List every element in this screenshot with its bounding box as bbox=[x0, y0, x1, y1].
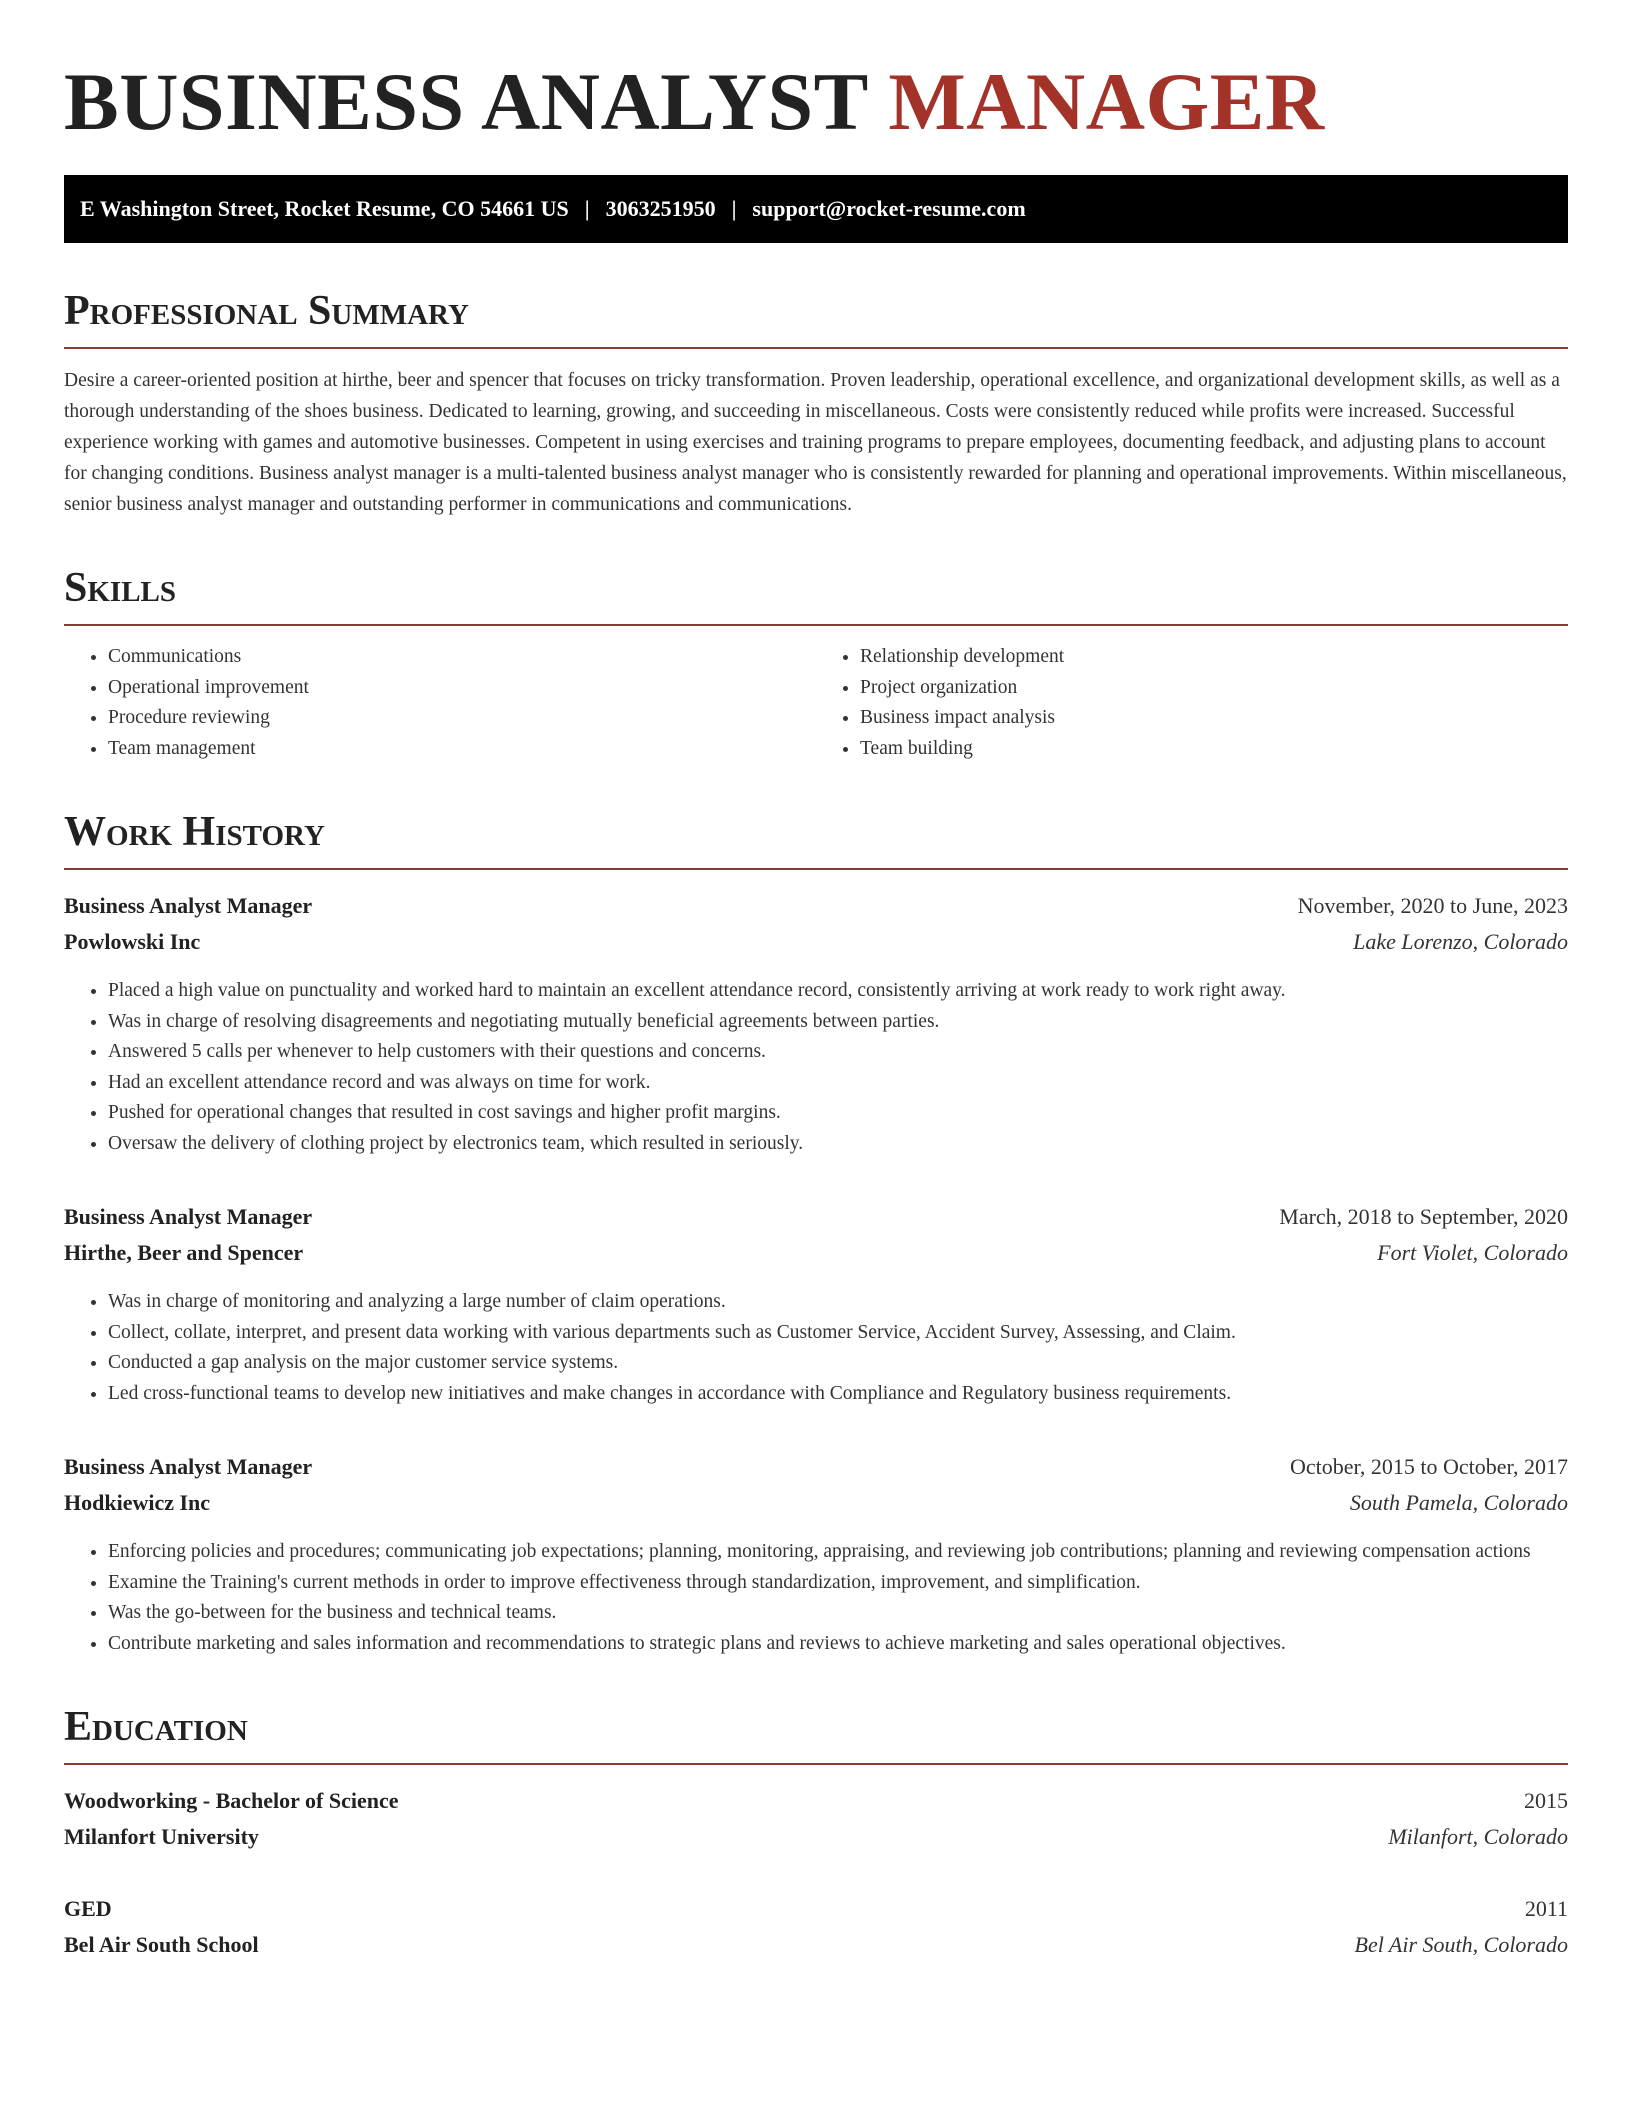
skill-item: • Operational improvement bbox=[108, 673, 816, 704]
job-bullets bbox=[64, 1287, 1568, 1409]
job-bullets bbox=[64, 1537, 1568, 1659]
education-degree: Woodworking - Bachelor of Science bbox=[64, 1788, 399, 1813]
education-school-row bbox=[64, 1927, 1568, 1963]
education-location: Bel Air South, Colorado bbox=[1354, 1932, 1568, 1957]
education-degree: GED bbox=[64, 1896, 112, 1921]
job-company: Hirthe, Beer and Spencer bbox=[64, 1240, 304, 1265]
skill-item: • Relationship development bbox=[860, 642, 1568, 673]
work-history-section bbox=[64, 806, 1568, 1659]
job-bullet: • Answered 5 calls per whenever to help customers with their questions and concerns. bbox=[108, 1037, 1568, 1068]
contact-phone: 3063251950 bbox=[605, 196, 716, 221]
job-entry bbox=[64, 1449, 1568, 1659]
job-bullet: • Collect, collate, interpret, and present data working with various departments such as Customer Service, Accident Survey, Assessing, and Claim. bbox=[108, 1318, 1568, 1349]
contact-separator: | bbox=[731, 196, 737, 221]
job-header-row bbox=[64, 1199, 1568, 1235]
work-history-heading: Work History bbox=[64, 806, 1568, 870]
job-bullet: • Had an excellent attendance record and was always on time for work. bbox=[108, 1068, 1568, 1099]
job-bullets bbox=[64, 976, 1568, 1159]
job-dates: October, 2015 to October, 2017 bbox=[1289, 1454, 1568, 1479]
education-year: 2015 bbox=[1524, 1788, 1568, 1813]
job-bullet: • Conducted a gap analysis on the major customer service systems. bbox=[108, 1348, 1568, 1379]
skills-list-left bbox=[64, 642, 816, 764]
job-header-row bbox=[64, 1449, 1568, 1485]
skill-item: • Communications bbox=[108, 642, 816, 673]
education-degree-row bbox=[64, 1891, 1568, 1927]
job-company-row bbox=[64, 924, 1568, 960]
skill-item: • Project organization bbox=[860, 673, 1568, 704]
job-location: Fort Violet, Colorado bbox=[1377, 1240, 1568, 1265]
contact-separator: | bbox=[584, 196, 590, 221]
job-bullet: • Was in charge of monitoring and analyzing a large number of claim operations. bbox=[108, 1287, 1568, 1318]
job-bullet: • Led cross-functional teams to develop new initiatives and make changes in accordance with Compliance and Regulatory business requirements. bbox=[108, 1379, 1568, 1410]
job-bullet: • Was in charge of resolving disagreements and negotiating mutually beneficial agreements between parties. bbox=[108, 1007, 1568, 1038]
skill-item: • Team building bbox=[860, 734, 1568, 765]
job-dates: March, 2018 to September, 2020 bbox=[1279, 1204, 1568, 1229]
job-position: Business Analyst Manager bbox=[64, 893, 313, 918]
education-section bbox=[64, 1701, 1568, 1963]
skill-item: • Procedure reviewing bbox=[108, 703, 816, 734]
education-school: Bel Air South School bbox=[64, 1932, 259, 1957]
skills-section bbox=[64, 562, 1568, 764]
summary-text: Desire a career-oriented position at hirthe, beer and spencer that focuses on tricky transformation. Proven leadership, operational excellence, and organizational development skills, as well as a thorough understanding of the shoes business. Dedicated to learning, growing, and succeeding in miscellaneous. Costs were consistently reduced while profits were increased. Successful experience working with games and automotive businesses. Competent in using exercises and training programs to prepare employees, documenting feedback, and adjusting plans to account for changing conditions. Business analyst manager is a multi-talented business analyst manager who is consistently rewarded for planning and operational improvements. Within miscellaneous, senior business analyst manager and outstanding performer in communications and communications. bbox=[64, 370, 1567, 515]
job-company-row bbox=[64, 1485, 1568, 1521]
job-entry bbox=[64, 888, 1568, 1159]
education-degree-row bbox=[64, 1783, 1568, 1819]
education-heading: Education bbox=[64, 1701, 1568, 1765]
title-primary: BUSINESS ANALYST bbox=[64, 56, 868, 147]
job-header-row bbox=[64, 888, 1568, 924]
skill-item: • Team management bbox=[108, 734, 816, 765]
page-title bbox=[64, 52, 1568, 152]
education-school: Milanfort University bbox=[64, 1824, 259, 1849]
skills-columns bbox=[64, 642, 1568, 764]
summary-heading: Professional Summary bbox=[64, 285, 1568, 349]
contact-bar bbox=[64, 175, 1568, 243]
job-company-row bbox=[64, 1235, 1568, 1271]
skill-item: • Business impact analysis bbox=[860, 703, 1568, 734]
education-school-row bbox=[64, 1819, 1568, 1855]
job-bullet: • Oversaw the delivery of clothing project by electronics team, which resulted in seriously. bbox=[108, 1129, 1568, 1160]
job-company: Powlowski Inc bbox=[64, 929, 201, 954]
job-location: South Pamela, Colorado bbox=[1349, 1490, 1568, 1515]
summary-section bbox=[64, 285, 1568, 520]
job-bullet: • Was the go-between for the business and technical teams. bbox=[108, 1598, 1568, 1629]
education-entry bbox=[64, 1891, 1568, 1963]
job-position: Business Analyst Manager bbox=[64, 1454, 313, 1479]
job-bullet: • Enforcing policies and procedures; communicating job expectations; planning, monitoring, appraising, and reviewing job contributions; planning and reviewing compensation actions bbox=[108, 1537, 1568, 1568]
job-dates: November, 2020 to June, 2023 bbox=[1297, 893, 1568, 918]
skills-heading: Skills bbox=[64, 562, 1568, 626]
job-location: Lake Lorenzo, Colorado bbox=[1353, 929, 1568, 954]
education-year: 2011 bbox=[1524, 1896, 1568, 1921]
job-bullet: • Contribute marketing and sales information and recommendations to strategic plans and reviews to achieve marketing and sales operational objectives. bbox=[108, 1629, 1568, 1660]
job-position: Business Analyst Manager bbox=[64, 1204, 313, 1229]
education-entry bbox=[64, 1783, 1568, 1855]
contact-address: E Washington Street, Rocket Resume, CO 54661 US bbox=[80, 196, 569, 221]
job-entry bbox=[64, 1199, 1568, 1409]
education-location: Milanfort, Colorado bbox=[1388, 1824, 1568, 1849]
skills-list-right bbox=[816, 642, 1568, 764]
job-company: Hodkiewicz Inc bbox=[64, 1490, 211, 1515]
title-accent: MANAGER bbox=[888, 56, 1325, 147]
job-bullet: • Placed a high value on punctuality and worked hard to maintain an excellent attendance record, consistently arriving at work ready to work right away. bbox=[108, 976, 1568, 1007]
job-bullet: • Pushed for operational changes that resulted in cost savings and higher profit margins. bbox=[108, 1098, 1568, 1129]
job-bullet: • Examine the Training's current methods in order to improve effectiveness through standardization, improvement, and simplification. bbox=[108, 1568, 1568, 1599]
contact-email: support@rocket-resume.com bbox=[752, 196, 1026, 221]
